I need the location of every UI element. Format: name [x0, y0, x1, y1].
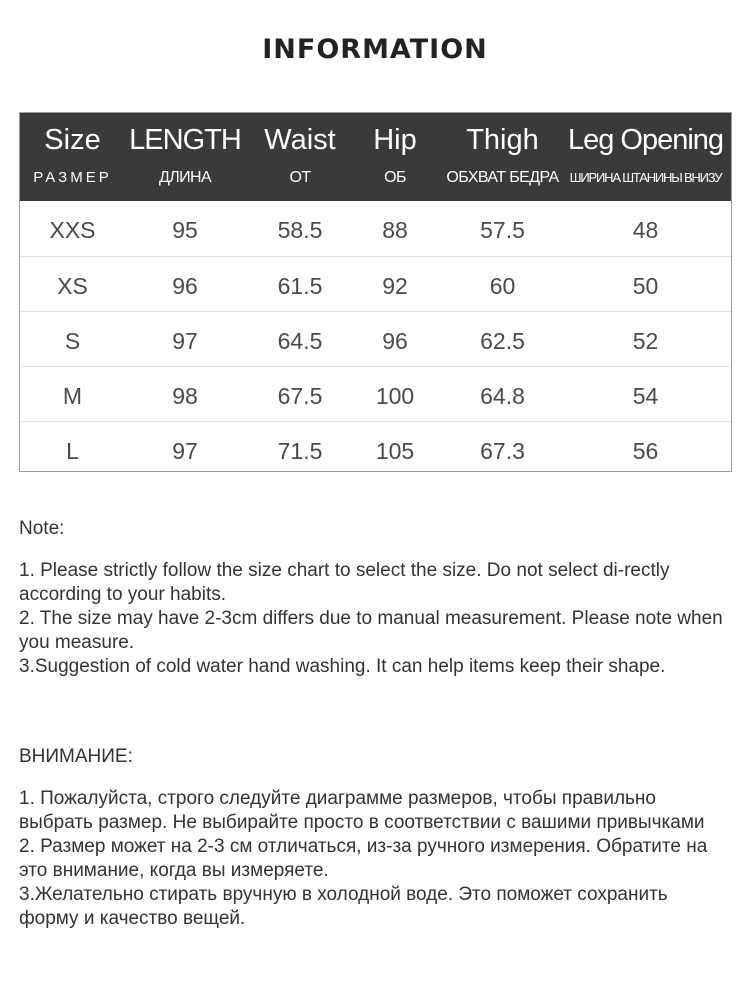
- header-size-sublabel: РАЗМЕР: [33, 169, 112, 186]
- page-title: INFORMATION: [262, 34, 488, 65]
- cell-leg-opening: 56: [632, 438, 659, 464]
- cell-waist: 64.5: [277, 328, 323, 354]
- note-russian-item: 2. Размер может на 2-3 см отличаться, из-за ручного измерения. Обратите на это внимание, когда вы измеряете.: [19, 836, 708, 881]
- cell-length: 96: [172, 273, 198, 299]
- cell-hip: 100: [375, 383, 415, 409]
- header-length-sublabel: ДЛИНА: [158, 169, 212, 186]
- cell-waist: 71.5: [277, 438, 323, 464]
- cell-leg-opening: 48: [632, 217, 659, 243]
- cell-thigh: 57.5: [480, 217, 525, 243]
- cell-waist: 58.5: [277, 217, 323, 243]
- cell-hip: 96: [382, 328, 408, 354]
- header-hip: [355, 113, 435, 201]
- cell-waist: 61.5: [277, 273, 323, 299]
- header-thigh-sublabel: ОБХВАТ БЕДРА: [446, 169, 559, 186]
- cell-hip: 92: [382, 273, 408, 299]
- cell-thigh: 60: [489, 273, 516, 299]
- cell-size: L: [66, 438, 79, 464]
- note-russian-item: 1. Пожалуйста, строго следуйте диаграмме размеров, чтобы правильно выбрать размер. Не выбирайте просто в соответствии с вашими привычками: [19, 788, 705, 833]
- cell-size: XS: [57, 273, 88, 299]
- header-size-label: Size: [44, 124, 101, 156]
- cell-leg-opening: 52: [632, 328, 659, 354]
- note-english-heading: Note:: [19, 518, 65, 539]
- header-leg-opening-sublabel: ШИРИНА ШТАНИНЫ ВНИЗУ: [569, 170, 722, 185]
- header-length-label: LENGTH: [129, 124, 241, 156]
- cell-size: S: [64, 328, 81, 354]
- cell-length: 98: [172, 383, 198, 409]
- table-row: [20, 256, 731, 311]
- note-russian-item: 3.Желательно стирать вручную в холодной воде. Это поможет сохранить форму и качество вещей.: [19, 884, 668, 929]
- note-russian: [19, 745, 729, 931]
- table-row: [20, 201, 731, 256]
- note-english: [19, 517, 729, 679]
- note-english-item: 2. The size may have 2-3cm differs due to manual measurement. Please note when you measure.: [19, 608, 723, 653]
- cell-length: 97: [172, 438, 198, 464]
- size-chart-header: [20, 113, 731, 201]
- header-thigh-label: Thigh: [466, 124, 539, 156]
- cell-waist: 67.5: [277, 383, 323, 409]
- header-waist: [245, 113, 355, 201]
- header-waist-sublabel: ОТ: [289, 169, 311, 186]
- size-chart-table: [19, 112, 732, 472]
- cell-length: 97: [172, 328, 198, 354]
- cell-thigh: 67.3: [480, 438, 525, 464]
- table-row: [20, 366, 731, 421]
- note-english-item: 1. Please strictly follow the size chart to select the size. Do not select di-rectly according to your habits.: [19, 560, 670, 605]
- table-row: [20, 421, 731, 476]
- cell-length: 95: [172, 217, 198, 243]
- cell-leg-opening: 54: [632, 383, 659, 409]
- header-waist-label: Waist: [264, 124, 336, 156]
- header-thigh: [435, 113, 570, 201]
- header-leg-opening: [560, 113, 731, 201]
- header-length: [125, 113, 245, 201]
- header-hip-label: Hip: [373, 124, 417, 156]
- header-leg-opening-label: Leg Opening: [567, 124, 724, 156]
- table-row: [20, 311, 731, 366]
- header-hip-sublabel: ОБ: [384, 169, 406, 186]
- cell-hip: 88: [382, 217, 408, 243]
- note-russian-heading: ВНИМАНИЕ:: [19, 746, 133, 767]
- note-english-item: 3.Suggestion of cold water hand washing. It can help items keep their shape.: [19, 656, 666, 677]
- cell-size: XXS: [49, 217, 96, 243]
- cell-leg-opening: 50: [632, 273, 659, 299]
- cell-hip: 105: [375, 438, 415, 464]
- cell-thigh: 64.8: [480, 383, 525, 409]
- cell-size: M: [62, 383, 83, 409]
- cell-thigh: 62.5: [480, 328, 525, 354]
- header-size: [20, 113, 125, 201]
